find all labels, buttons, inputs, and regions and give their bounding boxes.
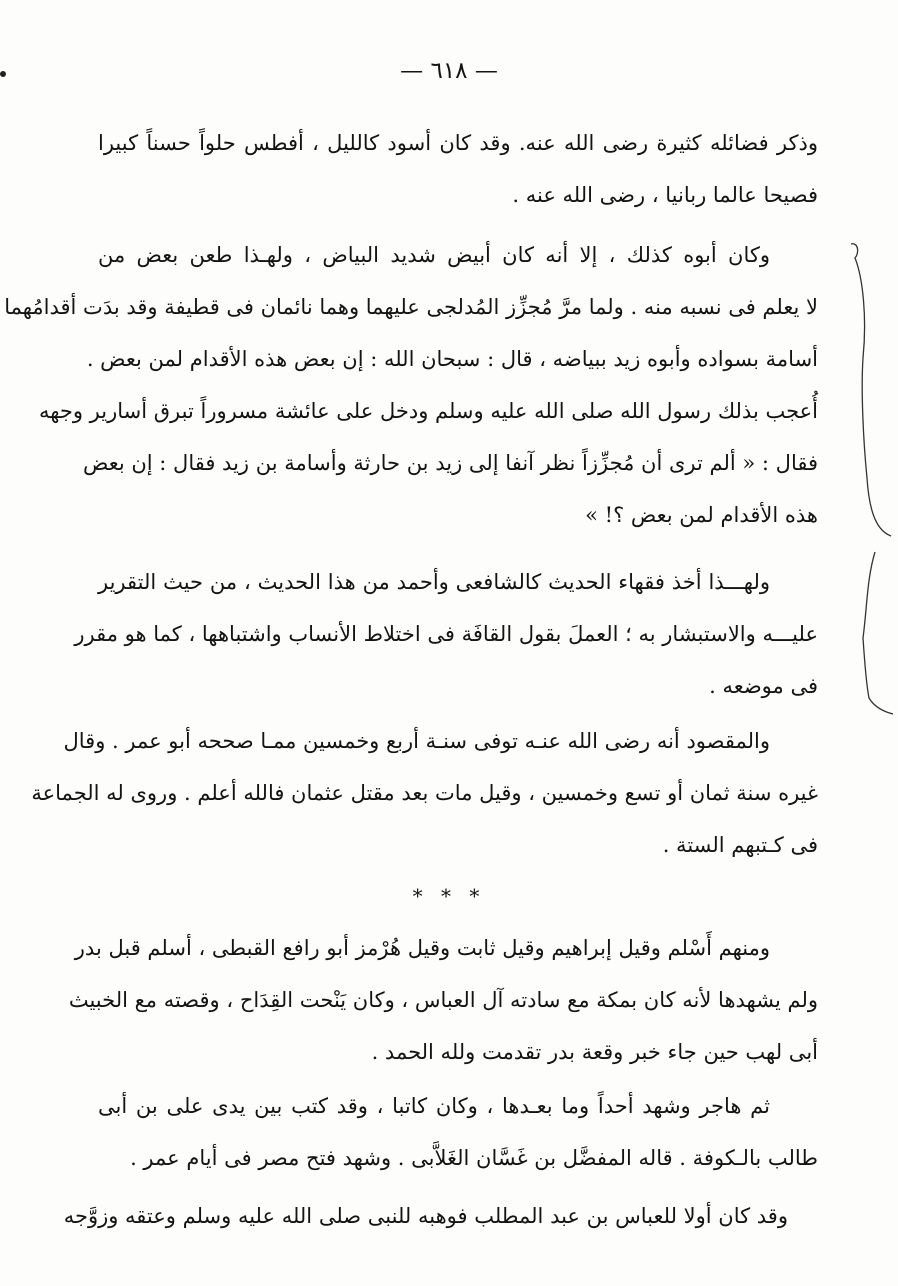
text-line: فصيحا عالما ربانيا ، رضى الله عنه . [512, 183, 818, 207]
text-line: أُعجب بذلك رسول الله صلى الله عليه وسلم ودخل على عائشة مسروراً تبرق أسارير وجهه [38, 399, 818, 423]
paragraph-3 [74, 556, 818, 712]
text-line: وذكر فضائله كثيرة رضى الله عنه. وقد كان أسود كالليل ، أفطس حلواً حسناً كبيرا [98, 131, 818, 155]
paragraph-7 [63, 1190, 818, 1242]
text-line: هذه الأقدام لمن بعض ؟! » [585, 503, 818, 527]
text-line: فقال : « ألم ترى أن مُجزِّزاً نظر آنفا إلى زيد بن حارثة وأسامة بن زيد فقال : إن بعض [83, 451, 818, 475]
text-line: والمقصود أنه رضى الله عنـه توفى سنـة أربع وخمسين ممـا صححه أبو عمر . وقال [63, 729, 770, 753]
section-separator: * * * [412, 884, 486, 908]
paragraph-5 [68, 922, 818, 1078]
text-line: ومنهم أَسْلم وقيل إبراهيم وقيل ثابت وقيل هُرْمز أبو رافع القبطى ، أسلم قبل بدر [74, 936, 770, 960]
text-line: أسامة بسواده وأبوه زيد ببياضه ، قال : سبحان الله : إن بعض هذه الأقدام لمن بعض . [86, 347, 818, 371]
text-line: فى كـتبهم الستة . [662, 833, 818, 857]
page-number: — ٦١٨ — [400, 58, 498, 84]
text-line: ولم يشهدها لأنه كان بمكة مع سادته آل العباس ، وكان يَنْحت القِدَاح ، وقصته مع الخبيث [68, 988, 818, 1012]
text-line: ثم هاجر وشهد أحداً وما بعـدها ، وكان كاتبا ، وقد كتب بين يدى على بن أبى [98, 1094, 770, 1118]
paragraph-1 [98, 117, 818, 221]
margin-bracket-mark [845, 548, 895, 718]
paragraph-4 [31, 715, 818, 871]
text-line: عليـــه والاستبشار به ؛ العملَ بقول القافَة فى اختلاط الأنساب واشتباهها ، كما هو مقرر [74, 622, 818, 646]
text-line: ولهـــذا أخذ فقهاء الحديث كالشافعى وأحمد من هذا الحديث ، من حيث التقرير [98, 570, 770, 594]
text-line: وكان أبوه كذلك ، إلا أنه كان أبيض شديد البياض ، ولهـذا طعن بعض من [98, 243, 770, 267]
text-line: لا يعلم فى نسبه منه . ولما مرَّ مُجزِّز المُدلجى عليهما وهما نائمان فى قطيفة وقد بدَت أقدامُهما [4, 295, 818, 319]
text-line: وقد كان أولا للعباس بن عبد المطلب فوهبه للنبى صلى الله عليه وسلم وعتقه وزوَّجه [63, 1204, 788, 1228]
text-line: فى موضعه . [709, 674, 818, 698]
text-line: غيره سنة ثمان أو تسع وخمسين ، وقيل مات بعد مقتل عثمان فالله أعلم . وروى له الجماعة [31, 781, 818, 805]
paragraph-6 [98, 1080, 818, 1184]
margin-bracket-mark [845, 238, 895, 538]
text-line: أبى لهب حين جاء خبر وقعة بدر تقدمت ولله الحمد . [371, 1040, 818, 1064]
paragraph-2 [4, 229, 818, 541]
text-line: طالب بالـكوفة . قاله المفضَّل بن غَسَّان الغَلاَّبى . وشهد فتح مصر فى أيام عمر . [130, 1146, 818, 1170]
